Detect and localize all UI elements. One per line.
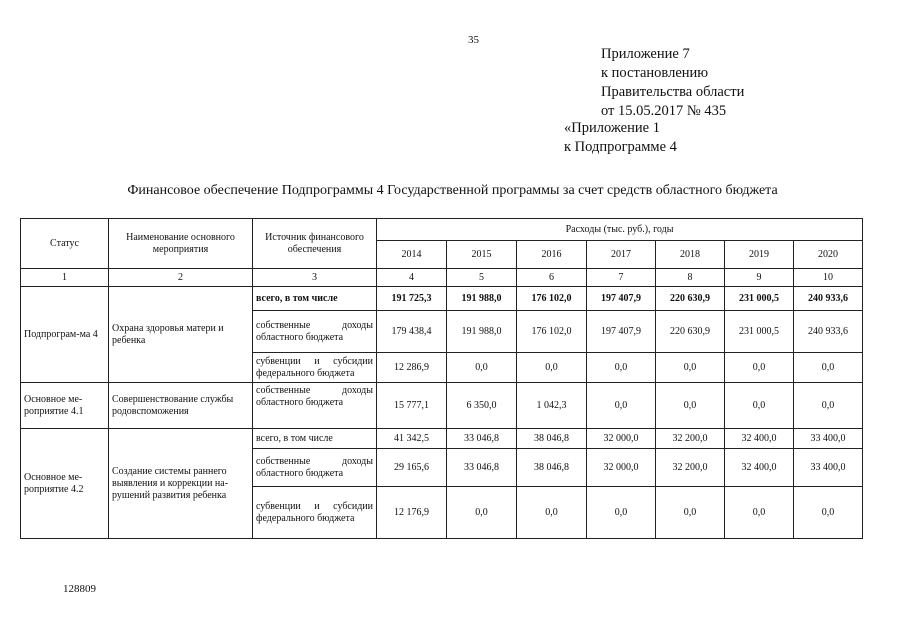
source-cell: собственные доходы областного бюджета <box>253 449 377 487</box>
value-cell: 231 000,5 <box>725 287 794 311</box>
value-cell: 29 165,6 <box>377 449 447 487</box>
column-number: 5 <box>447 269 517 287</box>
source-cell: собственные доходы областного бюджета <box>253 383 377 429</box>
value-cell: 197 407,9 <box>587 311 656 353</box>
column-number: 6 <box>517 269 587 287</box>
value-cell: 0,0 <box>656 487 725 539</box>
column-number: 3 <box>253 269 377 287</box>
value-cell: 240 933,6 <box>794 311 863 353</box>
value-cell: 0,0 <box>656 353 725 383</box>
page-number: 35 <box>468 34 479 46</box>
value-cell: 0,0 <box>725 487 794 539</box>
source-cell: субвенции и субсидии федерального бюджета <box>253 353 377 383</box>
appendix2-block <box>564 119 677 157</box>
value-cell: 220 630,9 <box>656 287 725 311</box>
value-cell: 0,0 <box>725 383 794 429</box>
value-cell: 32 400,0 <box>725 429 794 449</box>
appendix-line: от 15.05.2017 № 435 <box>601 103 727 119</box>
column-number: 1 <box>21 269 109 287</box>
header-year: 2018 <box>656 241 725 269</box>
status-cell: Основное ме-роприятие 4.2 <box>21 429 109 539</box>
header-year: 2015 <box>447 241 517 269</box>
appendix-line: Правительства области <box>601 84 745 100</box>
column-number: 9 <box>725 269 794 287</box>
value-cell: 0,0 <box>725 353 794 383</box>
header-year: 2016 <box>517 241 587 269</box>
value-cell: 0,0 <box>794 383 863 429</box>
value-cell: 0,0 <box>794 353 863 383</box>
value-cell: 33 046,8 <box>447 429 517 449</box>
value-cell: 32 000,0 <box>587 429 656 449</box>
source-cell: всего, в том числе <box>253 287 377 311</box>
value-cell: 1 042,3 <box>517 383 587 429</box>
value-cell: 6 350,0 <box>447 383 517 429</box>
value-cell: 220 630,9 <box>656 311 725 353</box>
value-cell: 0,0 <box>587 383 656 429</box>
value-cell: 38 046,8 <box>517 449 587 487</box>
source-cell: всего, в том числе <box>253 429 377 449</box>
value-cell: 0,0 <box>447 353 517 383</box>
value-cell: 191 988,0 <box>447 287 517 311</box>
header-expenses: Расходы (тыс. руб.), годы <box>377 219 863 241</box>
value-cell: 0,0 <box>447 487 517 539</box>
activity-name-cell: Охрана здоровья матери и ребенка <box>109 287 253 383</box>
status-cell: Подпрограм-ма 4 <box>21 287 109 383</box>
value-cell: 179 438,4 <box>377 311 447 353</box>
header-source: Источник финансового обеспечения <box>253 219 377 269</box>
source-cell: субвенции и субсидии федерального бюджета <box>253 487 377 539</box>
value-cell: 41 342,5 <box>377 429 447 449</box>
value-cell: 33 400,0 <box>794 429 863 449</box>
appendix-line: Приложение 7 <box>601 46 690 62</box>
column-number: 2 <box>109 269 253 287</box>
column-number: 7 <box>587 269 656 287</box>
header-status: Статус <box>21 219 109 269</box>
value-cell: 0,0 <box>587 487 656 539</box>
column-number: 10 <box>794 269 863 287</box>
value-cell: 0,0 <box>587 353 656 383</box>
appendix-block <box>601 45 744 121</box>
column-number: 8 <box>656 269 725 287</box>
activity-name-cell: Создание системы раннего выявления и коррекции на-рушений развития ребенка <box>109 429 253 539</box>
value-cell: 12 176,9 <box>377 487 447 539</box>
header-year: 2017 <box>587 241 656 269</box>
value-cell: 0,0 <box>794 487 863 539</box>
value-cell: 32 400,0 <box>725 449 794 487</box>
value-cell: 32 200,0 <box>656 449 725 487</box>
appendix2-line: к Подпрограмме 4 <box>564 139 677 155</box>
value-cell: 0,0 <box>517 487 587 539</box>
appendix-line: к постановлению <box>601 65 709 81</box>
document-title: Финансовое обеспечение Подпрограммы 4 Государственной программы за счет средств областного бюджета <box>127 183 778 198</box>
financing-table <box>20 218 863 539</box>
value-cell: 0,0 <box>656 383 725 429</box>
activity-name-cell: Совершенствование службы родовспоможения <box>109 383 253 429</box>
status-cell: Основное ме-роприятие 4.1 <box>21 383 109 429</box>
column-number: 4 <box>377 269 447 287</box>
value-cell: 0,0 <box>517 353 587 383</box>
header-year: 2019 <box>725 241 794 269</box>
value-cell: 33 046,8 <box>447 449 517 487</box>
appendix2-line: «Приложение 1 <box>564 120 660 136</box>
header-year: 2014 <box>377 241 447 269</box>
value-cell: 191 725,3 <box>377 287 447 311</box>
value-cell: 197 407,9 <box>587 287 656 311</box>
value-cell: 32 200,0 <box>656 429 725 449</box>
source-cell: собственные доходы областного бюджета <box>253 311 377 353</box>
value-cell: 33 400,0 <box>794 449 863 487</box>
value-cell: 38 046,8 <box>517 429 587 449</box>
value-cell: 32 000,0 <box>587 449 656 487</box>
value-cell: 231 000,5 <box>725 311 794 353</box>
value-cell: 240 933,6 <box>794 287 863 311</box>
header-name: Наименование основного мероприятия <box>109 219 253 269</box>
value-cell: 12 286,9 <box>377 353 447 383</box>
value-cell: 176 102,0 <box>517 311 587 353</box>
value-cell: 15 777,1 <box>377 383 447 429</box>
document-code: 128809 <box>63 583 96 595</box>
value-cell: 176 102,0 <box>517 287 587 311</box>
header-year: 2020 <box>794 241 863 269</box>
value-cell: 191 988,0 <box>447 311 517 353</box>
